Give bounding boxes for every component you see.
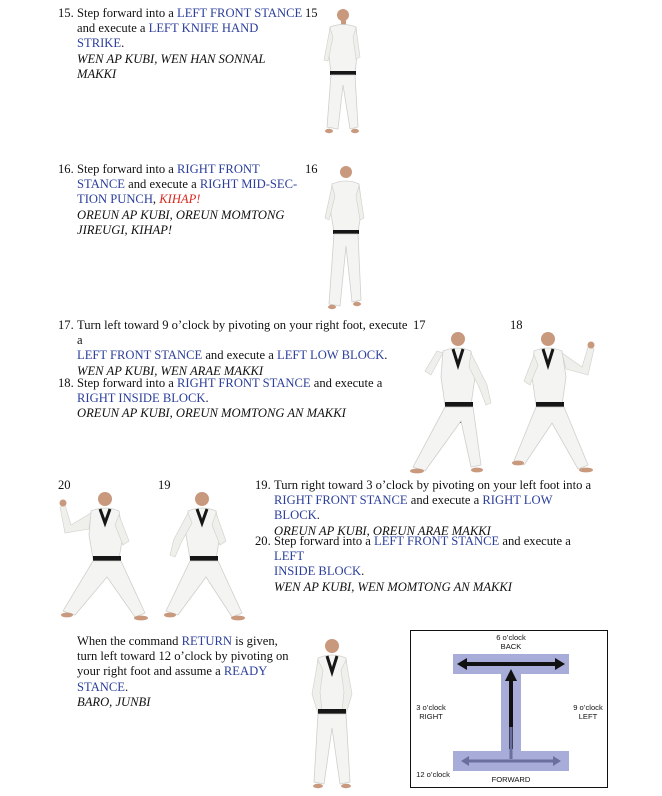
figure-label-17: 17 [413,318,426,332]
keyword: LEFT FRONT STANCE [177,6,303,20]
korean-term: JIREUGI, KIHAP! [77,222,173,237]
keyword: INSIDE BLOCK [274,564,362,579]
figure-19-photo [160,485,250,625]
step-return: When the command RETURN is given, turn left toward 12 o’clock by pivoting on your right foot and assume a READY STANCE. BARO, JUNBI [77,634,307,710]
keyword: LEFT FRONT STANCE [374,534,500,548]
keyword: RIGHT FRONT [177,162,260,176]
figure-17-photo [403,325,503,477]
keyword: RIGHT INSIDE BLOCK [77,391,206,406]
korean-term: BARO, JUNBI [77,694,151,709]
diagram-bottom-left-label: 12 o’clock [416,770,450,779]
step-text: Turn left toward 9 o’clock by pivoting on your right foot, execute a [77,318,408,348]
korean-term: WEN AP KUBI, WEN MOMTONG AN MAKKI [274,579,513,594]
keyword: READY [223,664,268,679]
diagram-right-label: 9 o’clock LEFT [573,703,603,721]
step-text: Step forward into a [77,6,178,20]
korean-term: OREUN AP KUBI, OREUN MOMTONG [77,207,285,222]
figure-16-photo [312,162,372,314]
step-text: Turn right toward 3 o’clock by pivoting on your left foot into a [274,478,592,492]
figure-label-16: 16 [305,162,318,176]
step-number: 17. [58,318,74,332]
figure-label-18: 18 [510,318,523,332]
step-18: 18. Step forward into a RIGHT FRONT STANCE and execute a RIGHT INSIDE BLOCK. OREUN AP KUBI, OREUN MOMTONG AN MAKKI [58,376,408,422]
kihap-text: KIHAP! [159,192,201,207]
step-number: 20. [255,534,271,548]
keyword: STANCE [77,679,125,694]
figure-label-19: 19 [158,478,171,492]
keyword: RIGHT FRONT STANCE [274,493,408,508]
step-text: and execute a [77,21,149,36]
figure-label-15: 15 [305,6,318,20]
korean-term: OREUN AP KUBI, OREUN MOMTONG AN MAKKI [77,406,346,421]
keyword: RIGHT MID-SEC- [199,177,298,192]
step-number: 16. [58,162,74,176]
keyword: LEFT [274,549,305,564]
keyword: RIGHT LOW BLOCK [274,493,553,523]
direction-diagram [410,630,608,788]
keyword: RETURN [181,634,232,648]
step-19: 19. Turn right toward 3 o’clock by pivoting on your left foot into a RIGHT FRONT STANCE and execute a RIGHT LOW BLOCK. OREUN AP KUBI, OREUN ARAE MAKKI [255,478,600,539]
diagram-left-label: 3 o’clock RIGHT [416,703,446,721]
step-16: 16. Step forward into a RIGHT FRONT STANCE and execute a RIGHT MID-SEC- TION PUNCH, KIHAP! OREUN AP KUBI, OREUN MOMTONG JIREUGI, KIHAP! [58,162,303,238]
keyword: TION PUNCH [77,192,153,207]
figure-ready-stance-photo [304,634,360,792]
figure-15-photo [312,5,372,137]
step-number: 15. [58,6,74,20]
keyword: LEFT LOW BLOCK [277,348,385,363]
figure-label-20: 20 [58,478,71,492]
arrow-bottom-icon [461,727,561,766]
step-17: 17. Turn left toward 9 o’clock by pivoting on your right foot, execute a LEFT FRONT STANCE and execute a LEFT LOW BLOCK. WEN AP KUBI, WEN ARAE MAKKI [58,318,408,378]
step-number: 19. [255,478,271,492]
figure-18-photo [506,325,606,477]
keyword: LEFT FRONT STANCE [77,348,203,363]
step-20: 20. Step forward into a LEFT FRONT STANCE and execute a LEFT INSIDE BLOCK. WEN AP KUBI, WEN MOMTONG AN MAKKI [255,534,600,595]
step-number: 18. [58,376,74,390]
keyword: RIGHT FRONT STANCE [177,376,311,390]
keyword: LEFT KNIFE HAND STRIKE [77,21,259,51]
diagram-bottom-label: FORWARD [491,775,531,784]
diagram-top-label: 6 o’clock BACK [496,633,526,651]
korean-term: OREUN AP KUBI, OREUN ARAE MAKKI [274,523,491,538]
korean-term: WEN AP KUBI, WEN HAN SONNAL MAKKI [77,51,266,81]
korean-term: WEN AP KUBI, WEN ARAE MAKKI [77,363,264,378]
figure-20-photo [55,485,155,625]
step-15: 15. Step forward into a LEFT FRONT STANCE and execute a LEFT KNIFE HAND STRIKE. WEN AP KUBI, WEN HAN SONNAL MAKKI [58,6,303,81]
keyword: STANCE [77,177,125,192]
